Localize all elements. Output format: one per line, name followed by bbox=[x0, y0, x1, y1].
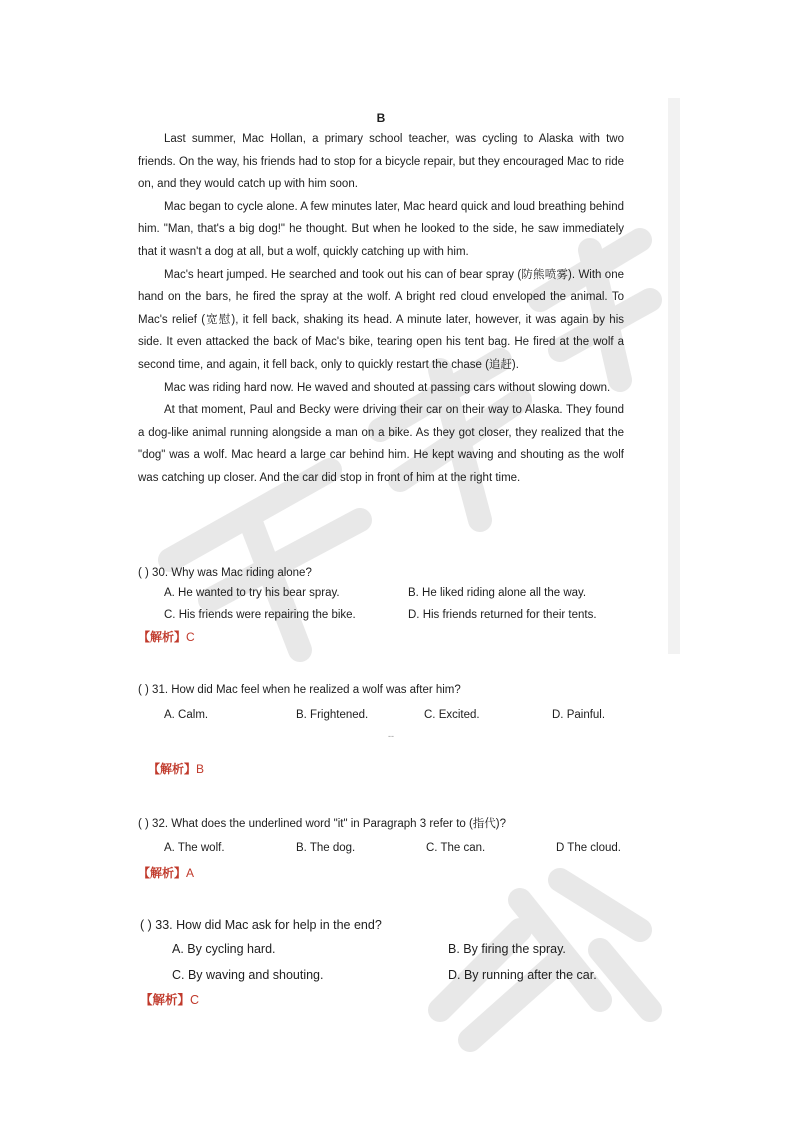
option-row bbox=[172, 962, 630, 988]
page-edge-shadow bbox=[668, 98, 680, 654]
answer-letter: C bbox=[190, 993, 200, 1007]
analysis-label: 【解析】 bbox=[138, 866, 187, 880]
option-a: A. He wanted to try his bear spray. bbox=[164, 587, 340, 599]
answer-letter: A bbox=[186, 866, 195, 880]
question-30 bbox=[138, 564, 628, 648]
option-a: A. Calm. bbox=[164, 709, 209, 721]
option-a: A. By cycling hard. bbox=[172, 942, 276, 956]
answer-letter: C bbox=[186, 630, 195, 644]
scan-mark: -- bbox=[388, 731, 394, 741]
question-33 bbox=[140, 914, 630, 1012]
analysis-label: 【解析】 bbox=[138, 630, 187, 644]
analysis-label: 【解析】 bbox=[148, 762, 197, 776]
option-a: A. The wolf. bbox=[164, 842, 225, 854]
option-d: D. By running after the car. bbox=[448, 968, 597, 982]
answer-letter: B bbox=[196, 762, 205, 776]
passage-paragraph-3: Mac's heart jumped. He searched and took out his can of bear spray (防熊喷雾). With one hand on the bars, he fired the spray at the wolf. A bright red cloud enveloped the animal. To Mac's relief (宽慰), it fell back, shaking its head. A minute later, however, it was again by his side. It even attacked the back of Mac's bike, tearing open his tent bag. He fired at the wolf a second time, and again, it fell back, only to quickly restart the chase (追赶). bbox=[138, 268, 624, 371]
passage-paragraph-2: Mac began to cycle alone. A few minutes later, Mac heard quick and loud breathing behind him. "Man, that's a big dog!" he thought. But when he looked to the side, he saw immediately that it wasn't a dog at all, but a wolf, quickly catching up with him. bbox=[138, 200, 624, 258]
question-stem: ( ) 33. How did Mac ask for help in the end? bbox=[140, 918, 382, 932]
option-c: C. By waving and shouting. bbox=[172, 968, 324, 982]
option-b: B. The dog. bbox=[296, 842, 356, 854]
reading-passage bbox=[138, 108, 624, 490]
question-stem: ( ) 31. How did Mac feel when he realized a wolf was after him? bbox=[138, 684, 461, 696]
option-c: C. The can. bbox=[426, 842, 486, 854]
question-32 bbox=[138, 814, 648, 884]
analysis-line bbox=[148, 760, 204, 777]
option-row bbox=[164, 604, 628, 626]
option-d: D. His friends returned for their tents. bbox=[408, 609, 597, 621]
analysis-line bbox=[140, 988, 630, 1012]
passage-paragraph-4: Mac was riding hard now. He waved and shouted at passing cars without slowing down. bbox=[164, 381, 611, 394]
option-row bbox=[164, 834, 648, 862]
analysis-label: 【解析】 bbox=[140, 993, 191, 1007]
analysis-line bbox=[138, 862, 648, 884]
analysis-line bbox=[138, 626, 628, 648]
option-row bbox=[172, 936, 630, 962]
passage-paragraph-5: At that moment, Paul and Becky were driving their car on their way to Alaska. They found a dog-like animal running alongside a man on a bike. As they got closer, they realized that the "dog" was a wolf. Mac heard a large car behind him. He kept waving and shouting as the wolf was catching up closer. And the car did stop in front of him at the right time. bbox=[138, 404, 624, 484]
question-31 bbox=[138, 680, 638, 730]
option-c: C. His friends were repairing the bike. bbox=[164, 609, 356, 621]
option-row bbox=[164, 582, 628, 604]
passage-heading: B bbox=[376, 111, 386, 125]
passage-paragraph-1: Last summer, Mac Hollan, a primary school teacher, was cycling to Alaska with two friends. On the way, his friends had to stop for a bicycle repair, but they encouraged Mac to ride on, and they would catch up with him soon. bbox=[138, 133, 624, 191]
option-b: B. He liked riding alone all the way. bbox=[408, 587, 587, 599]
question-stem: ( ) 30. Why was Mac riding alone? bbox=[138, 567, 312, 579]
option-b: B. Frightened. bbox=[296, 709, 369, 721]
option-c: C. Excited. bbox=[424, 709, 480, 721]
option-d: D. Painful. bbox=[552, 709, 606, 721]
option-d: D The cloud. bbox=[556, 842, 621, 854]
question-stem: ( ) 32. What does the underlined word "it" in Paragraph 3 refer to (指代)? bbox=[138, 818, 507, 830]
option-b: B. By firing the spray. bbox=[448, 942, 566, 956]
option-row bbox=[164, 700, 638, 730]
